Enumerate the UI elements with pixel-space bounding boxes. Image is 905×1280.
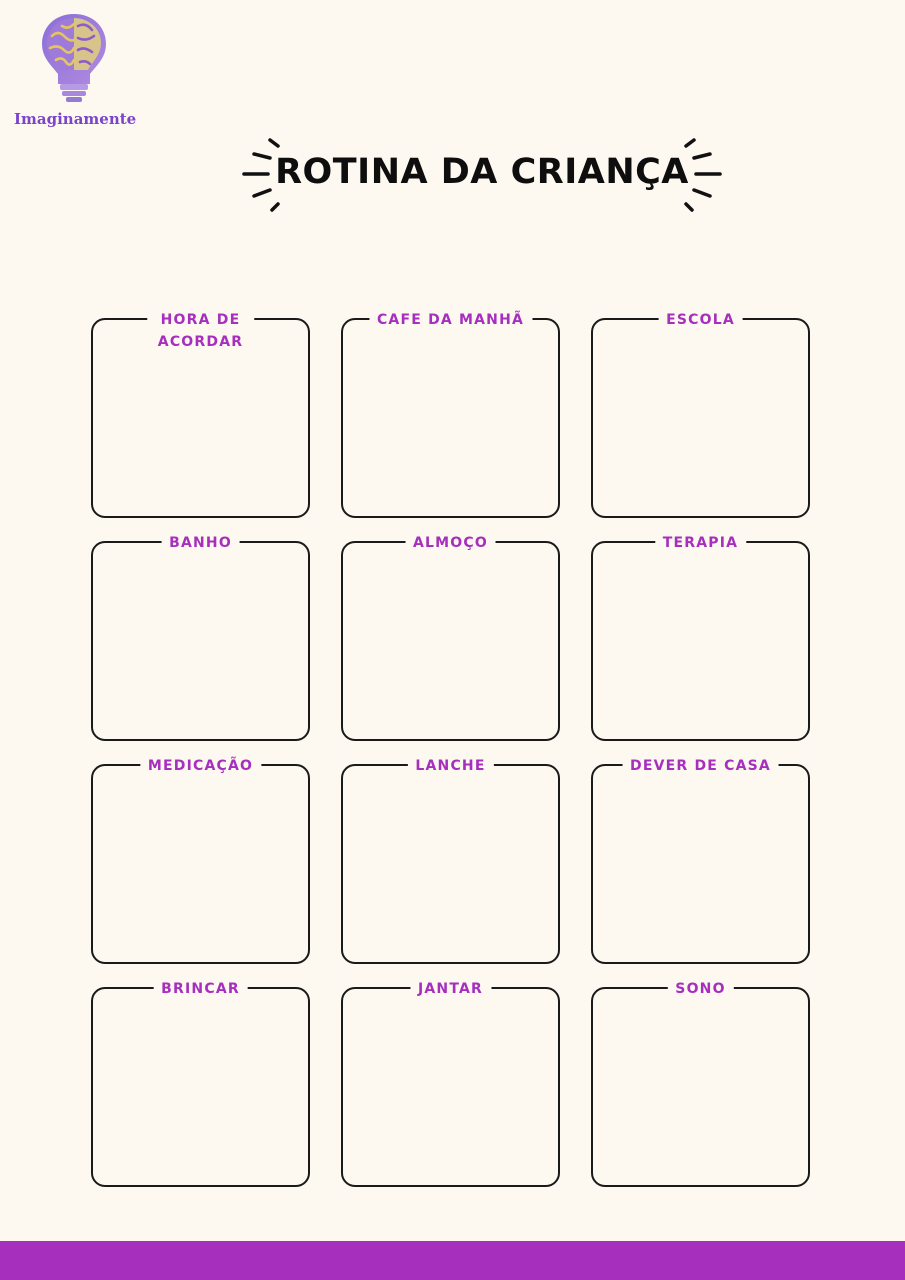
routine-card-lunch [341,535,560,741]
brand-logo [14,10,137,128]
routine-card-label: BANHO [161,532,240,554]
page-title: ROTINA DA CRIANÇA [275,152,689,192]
routine-card-dinner [341,981,560,1187]
routine-card-label: ALMOÇO [405,532,496,554]
routine-card-label: BRINCAR [153,978,248,1000]
routine-card-label: DEVER DE CASA [622,755,779,777]
routine-card-label: HORA DE ACORDAR [147,309,255,353]
routine-card-school [591,312,810,518]
routine-card-label: CAFE DA MANHÃ [369,309,532,331]
routine-card-sleep [591,981,810,1187]
routine-card-therapy [591,535,810,741]
footer-bar [0,1241,905,1280]
routine-card-label: TERAPIA [655,532,746,554]
page-title-block [240,136,724,216]
routine-card-label: ESCOLA [658,309,743,331]
routine-card-bath [91,535,310,741]
routine-card-snack [341,758,560,964]
routine-card-wake-up [91,312,310,518]
routine-card-medication [91,758,310,964]
routine-card-label: SONO [667,978,733,1000]
brain-lightbulb-icon [38,10,110,104]
routine-card-label: LANCHE [407,755,493,777]
routine-card-play [91,981,310,1187]
routine-card-label: JANTAR [410,978,491,1000]
routine-card-label: MEDICAÇÃO [140,755,261,777]
routine-card-breakfast [341,312,560,518]
routine-card-homework [591,758,810,964]
brand-name: Imaginamente [14,110,137,128]
